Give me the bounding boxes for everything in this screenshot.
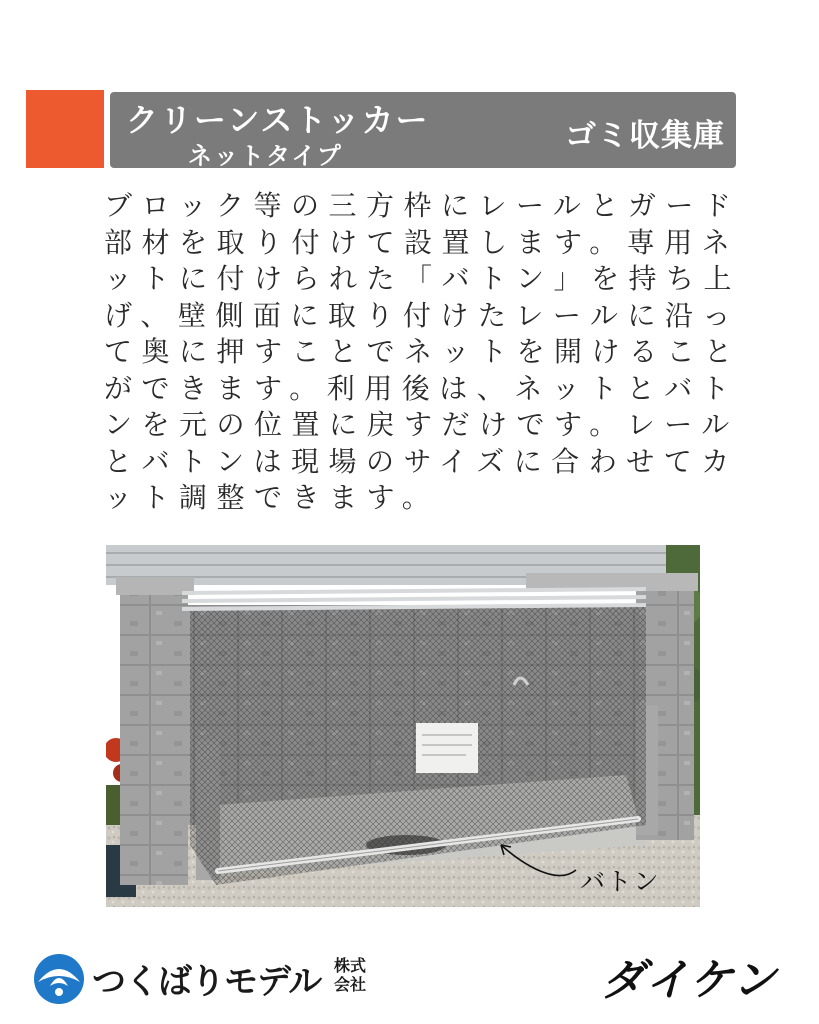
description-line: ット調整できます。 [104, 481, 440, 514]
description-line: とバトンは現場のサイズに合わせてカ [104, 444, 739, 478]
product-title: クリーンストッカー [126, 101, 430, 139]
description-line: 部材を取り付けて設置します。専用ネ [104, 225, 740, 259]
description-line: ができます。利用後は、ネットとバト [104, 371, 739, 405]
accent-square [26, 90, 104, 168]
product-photo [106, 545, 700, 907]
description-line: ブロック等の三方枠にレールとガード [104, 189, 741, 222]
baton-label: バトン [580, 867, 661, 896]
tsukubari-model-logo [32, 950, 392, 1010]
description-line: げ、壁側面に取り付けたレールに沿っ [104, 298, 740, 332]
daiken-logo: ダイケン [600, 955, 777, 1006]
description-line: て奥に押すことでネットを開けること [104, 335, 742, 368]
logo-corp-line: 会社 [333, 975, 366, 994]
product-description [104, 188, 742, 517]
description-line: ットに付けられた「バトン」を持ち上 [104, 262, 741, 295]
logo-name: つくばりモデル [92, 962, 322, 1002]
tsukubari-logo-icon [32, 952, 86, 1006]
category-label: ゴミ収集庫 [565, 118, 725, 154]
product-subtitle: ネットタイプ [188, 142, 343, 170]
logo-corp-line: 株式 [333, 956, 366, 975]
description-line: ンを元の位置に戻すだけです。レール [104, 408, 739, 441]
logo-corp-label [332, 956, 368, 994]
